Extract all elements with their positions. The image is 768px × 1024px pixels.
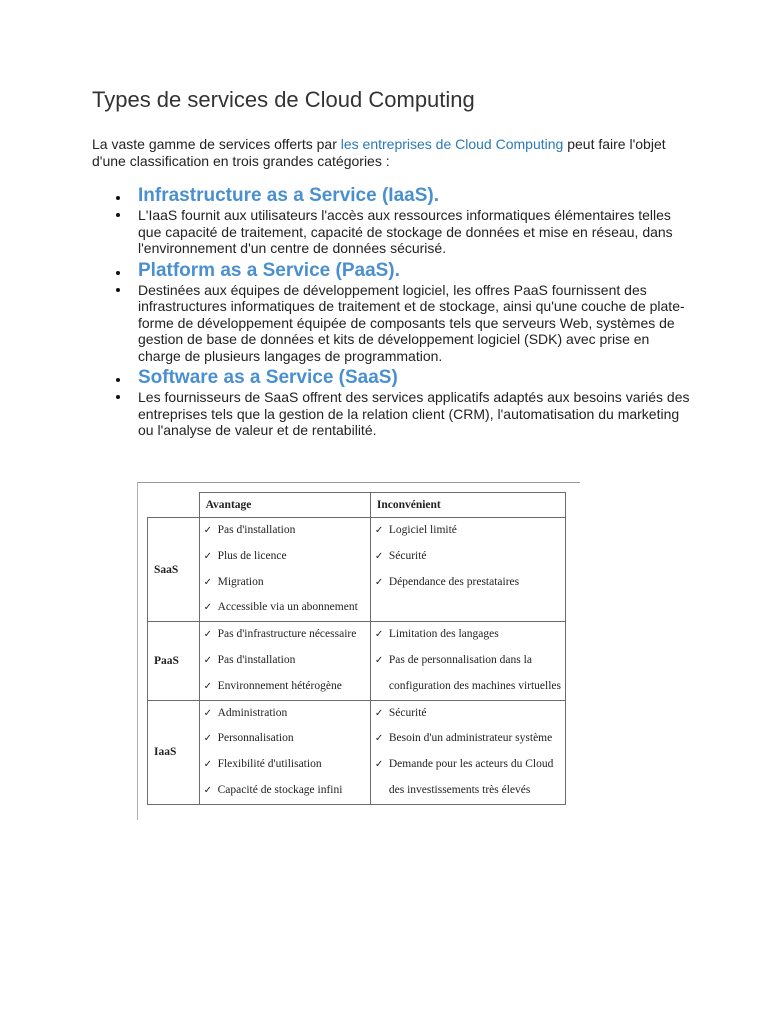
check-icon: ✓ <box>203 525 212 536</box>
service-description-paas: Destinées aux équipes de développement logiciel, les offres PaaS fournissent des infrastructures informatiques de traitement et de stockage, ainsi qu'une couche de plate-forme de développement équipée de composants tels que serveurs Web, systèmes de gestion de base de données et kits de développement logiciel (SDK) avec prise en charge de plusieurs langages de programmation. <box>138 282 692 365</box>
list-item: ✓ Limitation des langages <box>375 622 561 648</box>
row-label-saas: SaaS <box>148 518 200 622</box>
image-top-edge <box>137 482 580 483</box>
check-icon: ✓ <box>203 602 212 614</box>
service-heading-saas: Software as a Service (SaaS) <box>138 366 692 389</box>
list-item: ✓ Demande pour les acteurs du Cloud <box>375 752 561 778</box>
document-body <box>92 86 692 439</box>
page-title: Types de services de Cloud Computing <box>92 87 475 112</box>
check-icon: ✓ <box>203 784 212 796</box>
list-item: ✓ Pas de personnalisation dans la <box>375 648 561 674</box>
list-item: ✓ Personnalisation <box>204 726 366 752</box>
check-icon: ✓ <box>374 654 384 666</box>
advantages-paas <box>199 622 370 700</box>
check-icon: ✓ <box>374 576 384 588</box>
check-icon: ✓ <box>374 707 384 719</box>
list-item: ✓ Administration <box>204 701 366 727</box>
list-item: ✓ Capacité de stockage infini <box>204 778 366 804</box>
advantages-saas <box>199 518 370 622</box>
list-item: ✓ Migration <box>204 570 366 596</box>
list-item: ✓ Sécurité <box>375 701 561 727</box>
header-advantage: Avantage <box>199 493 370 518</box>
check-icon: ✓ <box>203 680 212 692</box>
advantages-iaas <box>199 700 370 804</box>
header-drawback: Inconvénient <box>370 493 565 518</box>
service-heading-iaas: Infrastructure as a Service (IaaS). <box>138 184 692 207</box>
check-icon: ✓ <box>203 654 212 666</box>
drawbacks-paas <box>370 622 565 700</box>
list-item-continuation: configuration des machines virtuelles <box>388 679 561 692</box>
check-icon: ✓ <box>374 759 384 771</box>
table-header-row <box>148 493 566 518</box>
check-icon: ✓ <box>374 525 384 536</box>
list-item: ✓ Logiciel limité <box>375 518 561 544</box>
list-item-continuation: des investissements très élevés <box>388 783 531 796</box>
drawbacks-iaas <box>370 700 565 804</box>
list-item: ✓ Dépendance des prestataires <box>375 570 561 596</box>
service-description-saas: Les fournisseurs de SaaS offrent des services applicatifs adaptés aux besoins variés des entreprises tels que la gestion de la relation client (CRM), l'automatisation du marketing ou l'analyse de valeur et de rentabilité. <box>138 389 692 439</box>
intro-text-before: La vaste gamme de services offerts par <box>92 136 341 152</box>
check-icon: ✓ <box>203 759 212 771</box>
check-icon: ✓ <box>374 550 384 562</box>
intro-paragraph <box>92 136 692 170</box>
drawbacks-saas <box>370 518 565 622</box>
services-list <box>92 184 692 439</box>
comparison-table <box>147 492 566 805</box>
check-icon: ✓ <box>203 733 212 745</box>
image-left-edge <box>137 482 138 820</box>
check-icon: ✓ <box>374 629 384 641</box>
list-item: ✓ Flexibilité d'utilisation <box>204 752 366 778</box>
service-heading-paas: Platform as a Service (PaaS). <box>138 259 692 282</box>
list-item: ✓ Plus de licence <box>204 544 366 570</box>
comparison-table-image <box>137 482 580 820</box>
list-item: ✓ Pas d'infrastructure nécessaire <box>204 622 366 648</box>
list-item: ✓ Pas d'installation <box>204 648 366 674</box>
list-item: ✓ Accessible via un abonnement <box>204 595 366 621</box>
check-icon: ✓ <box>203 576 212 588</box>
list-item: ✓ Besoin d'un administrateur système <box>375 726 561 752</box>
cloud-companies-link[interactable]: les entreprises de Cloud Computing <box>340 136 564 152</box>
row-label-iaas: IaaS <box>148 700 200 804</box>
check-icon: ✓ <box>374 733 384 745</box>
check-icon: ✓ <box>203 707 212 719</box>
check-icon: ✓ <box>203 550 212 562</box>
table-row-iaas <box>148 700 566 804</box>
list-item: ✓ Environnement hétérogène <box>204 674 366 700</box>
table-row-paas <box>148 622 566 700</box>
service-description-iaas: L'IaaS fournit aux utilisateurs l'accès aux ressources informatiques élémentaires telles que capacité de traitement, capacité de stockage de données et mise en réseau, dans l'environnement d'un centre de données sécurisé. <box>138 207 692 257</box>
table-row-saas <box>148 518 566 622</box>
intro-text-after: peut faire l'objet d'une classification en trois grandes catégories : <box>92 136 666 169</box>
check-icon: ✓ <box>203 629 212 641</box>
list-item: ✓ Sécurité <box>375 544 561 570</box>
table-corner-cell <box>148 493 200 518</box>
row-label-paas: PaaS <box>148 622 200 700</box>
list-item: ✓ Pas d'installation <box>204 518 366 544</box>
